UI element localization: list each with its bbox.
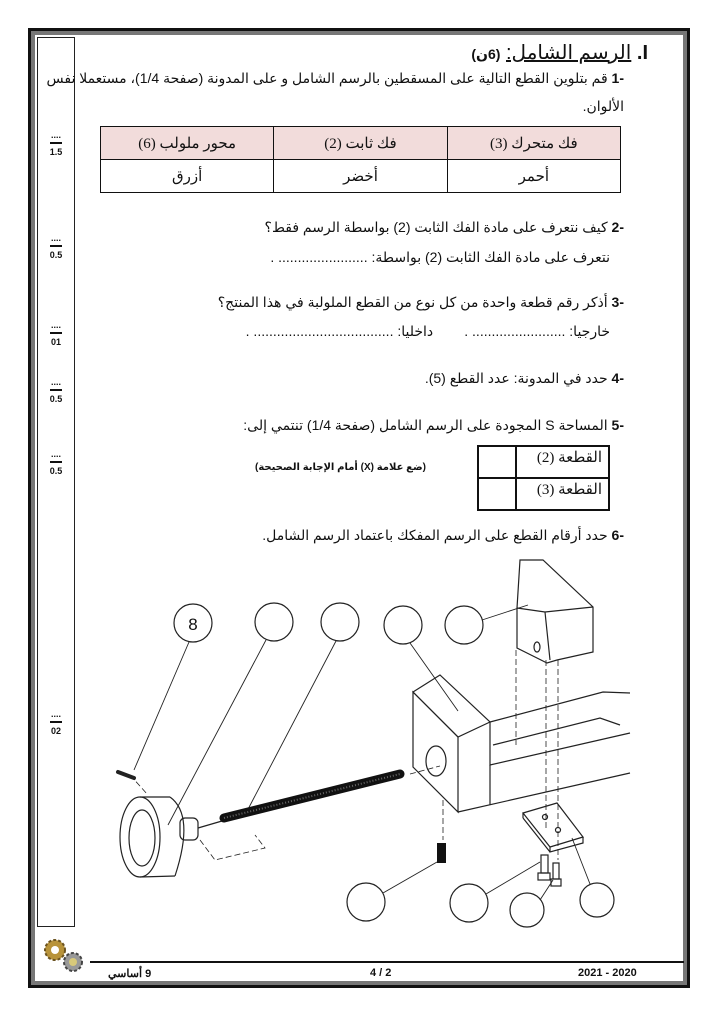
question-3: -3 أذكر رقم قطعة واحدة من كل نوع من القطع الملولبة في هذا المنتج؟ xyxy=(217,294,624,310)
question-4: -4 حدد في المدونة: عدد القطع (5). xyxy=(424,370,624,386)
table-cell: أخضر xyxy=(274,160,447,193)
option-label: القطعة (3) xyxy=(516,478,609,510)
score-q6: .... 02 xyxy=(50,709,61,736)
score-q3: .... 01 xyxy=(50,320,61,347)
answer-instruction: (ضع علامة (X) أمام الإجابة الصحيحة) xyxy=(254,462,426,473)
question-5: -5 المساحة S المجودة على الرسم الشامل (صفحة 1/4) تنتمي إلى: xyxy=(243,417,624,433)
table-cell: أزرق xyxy=(101,160,274,193)
section-title: I. الرسم الشامل: (6ن) xyxy=(471,42,648,64)
score-q5: .... 0.5 xyxy=(49,449,63,476)
score-q2: .... 0.5 xyxy=(49,233,63,260)
question-6: -6 حدد أرقام القطع على الرسم المفكك باعتماد الرسم الشامل. xyxy=(262,527,624,543)
table-cell: أحمر xyxy=(447,160,620,193)
callout-label: 8 xyxy=(188,615,198,634)
option-label: القطعة (2) xyxy=(516,446,609,478)
question-2: -2 كيف نتعرف على مادة الفك الثابت (2) بواسطة الرسم فقط؟ xyxy=(264,219,624,235)
question-1-cont: الألوان. xyxy=(582,98,624,114)
score-q1: .... 1.5 xyxy=(49,130,63,157)
answer-2: نتعرف على مادة الفك الثابت (2) بواسطة: ....................... . xyxy=(270,249,610,265)
question-1: -1 قم بتلوين القطع التالية على المسقطين بالرسم الشامل و على المدونة (صفحة 1/4)، مستعملا نفس xyxy=(46,70,624,86)
table-header: فك متحرك (3) xyxy=(447,127,620,160)
school-year: 2021 - 2020 xyxy=(578,967,637,979)
page-number: 4 / 2 xyxy=(370,967,392,979)
score-q4: .... 0.5 xyxy=(49,377,63,404)
table-header: محور ملولب (6) xyxy=(101,127,274,160)
table-header: فك ثابت (2) xyxy=(274,127,447,160)
answer-3: خارجيا: ........................ . داخليا: .................................... . xyxy=(245,323,610,339)
grade-level: 9 أساسي xyxy=(108,968,152,980)
